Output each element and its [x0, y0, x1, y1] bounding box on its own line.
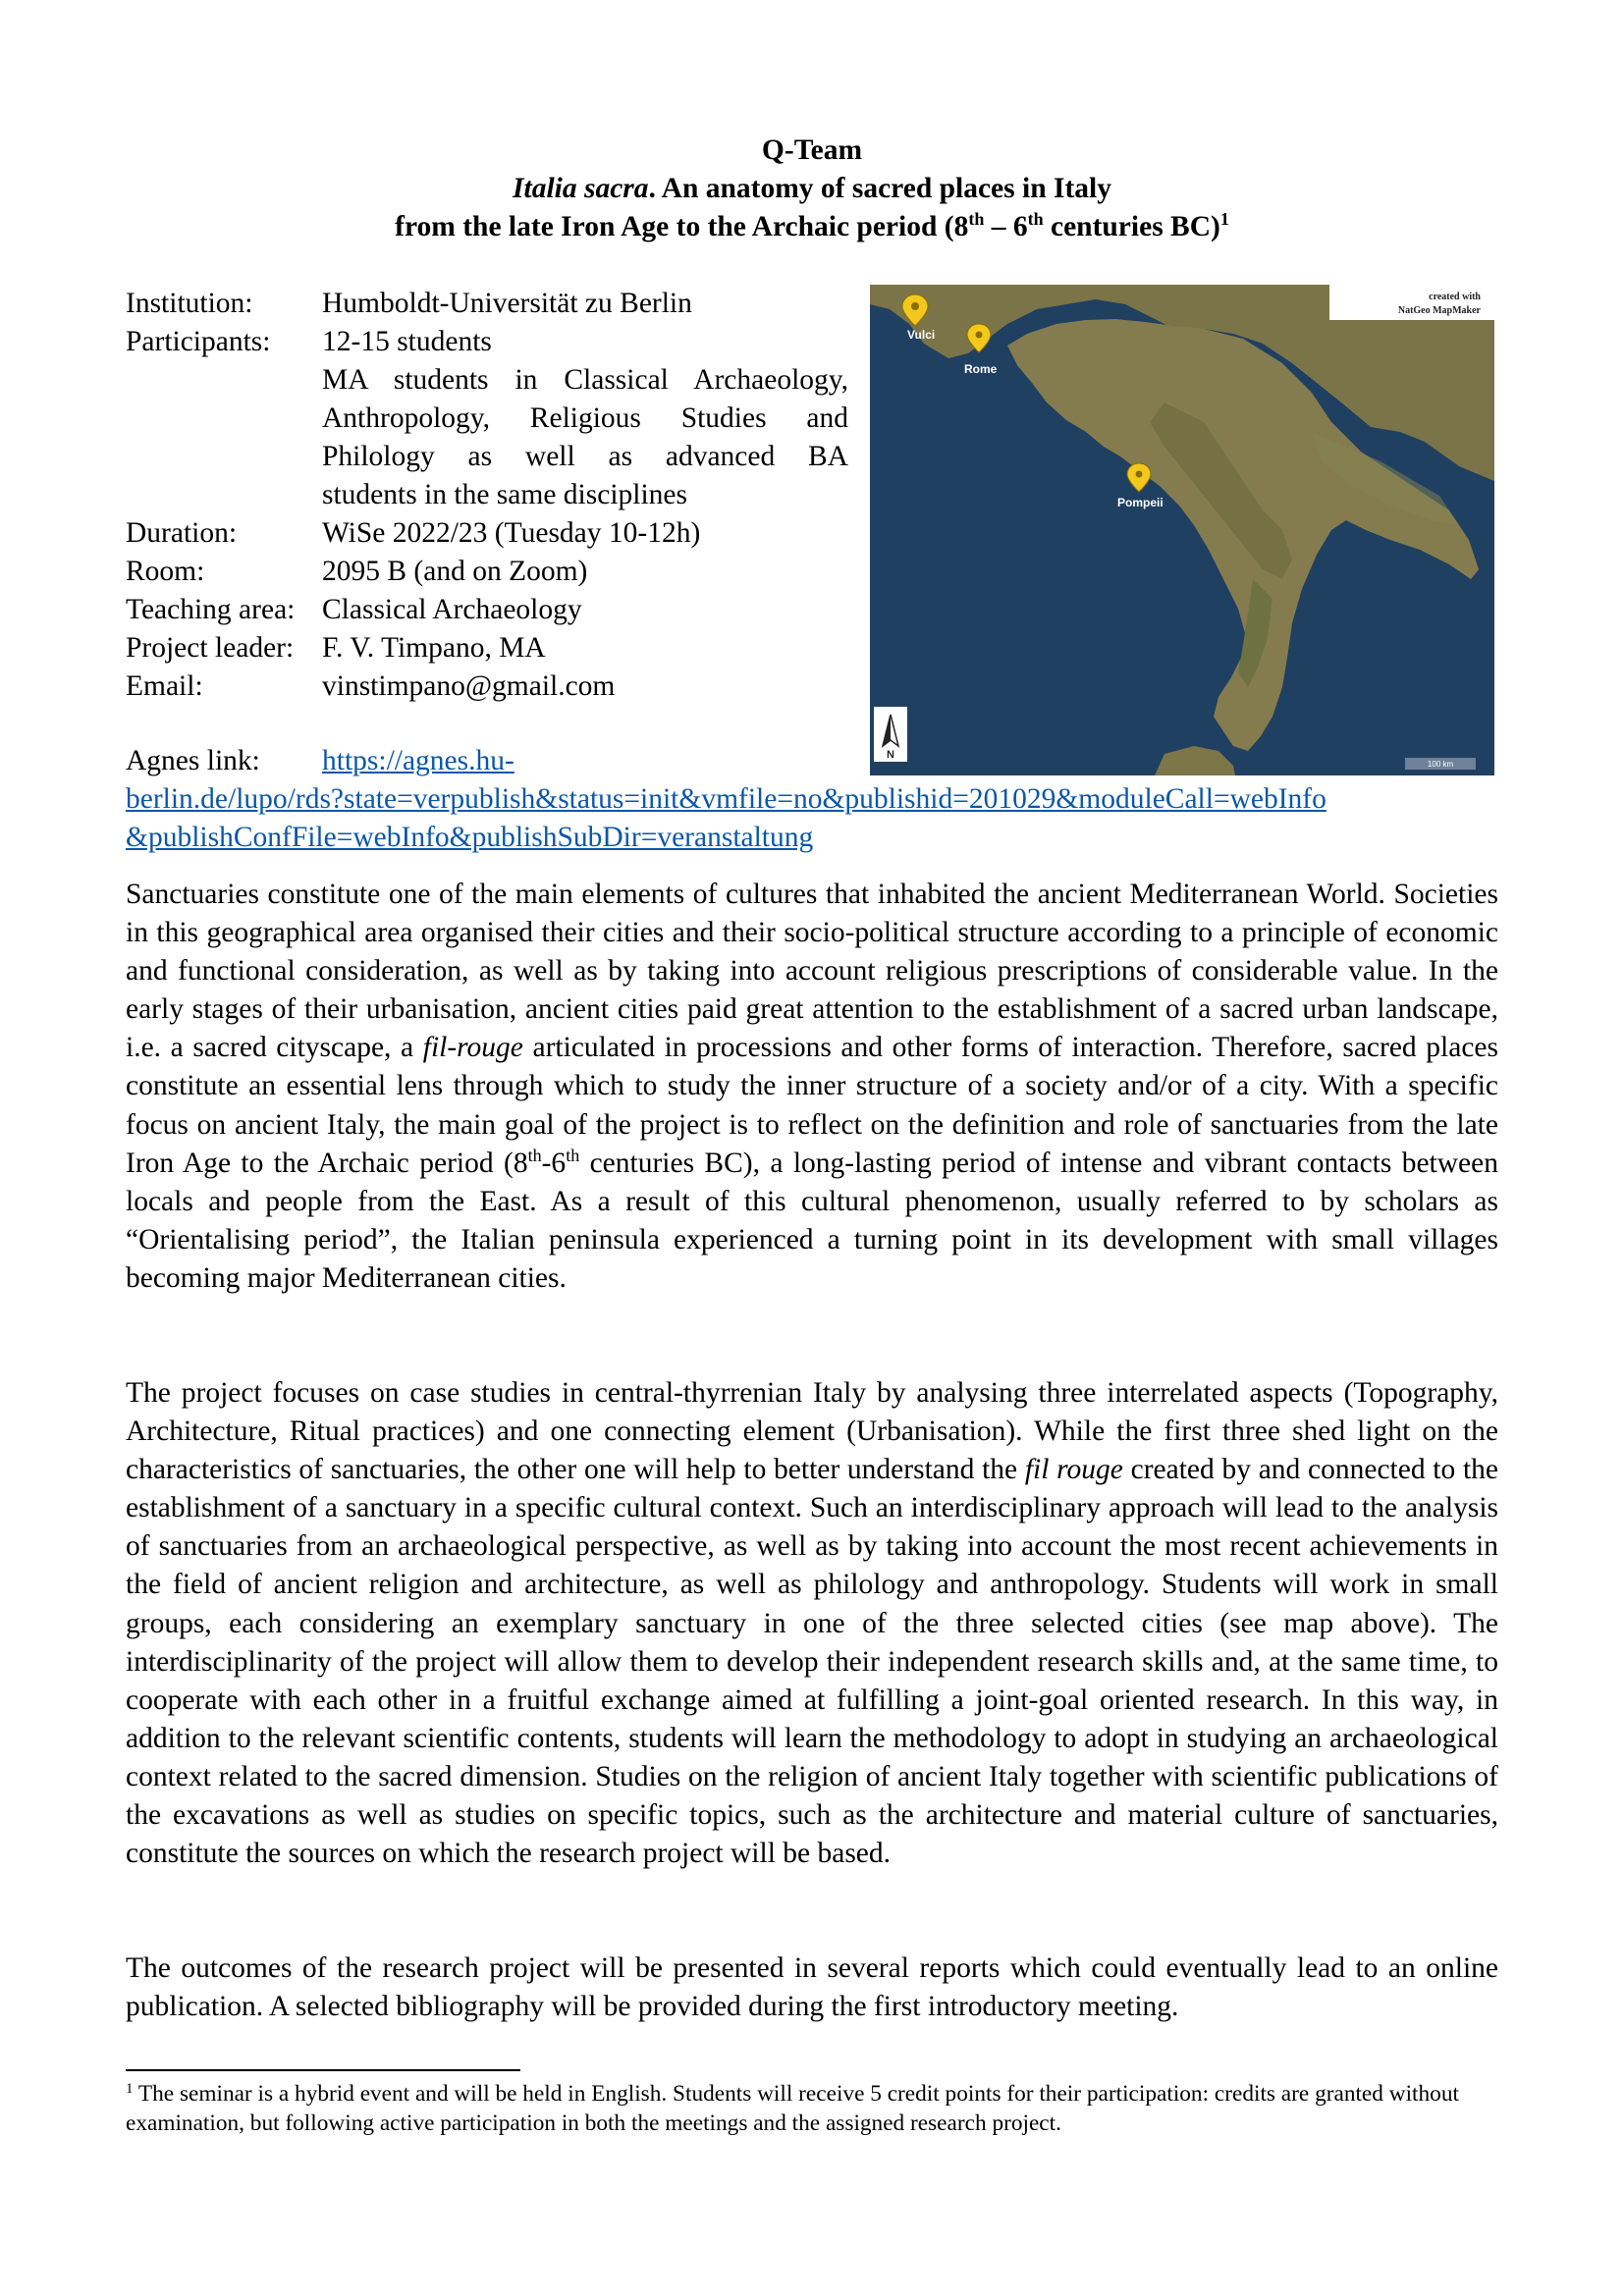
agnes-link-part-1[interactable]: https://agnes.hu-: [322, 745, 514, 776]
agnes-label: Agnes link:: [126, 745, 260, 776]
italy-map: [870, 285, 1494, 775]
title-line-1: Q-Team: [761, 134, 863, 166]
info-row-teaching-area: Teaching area: Classical Archaeology: [126, 594, 582, 625]
info-row-project-leader: Project leader: F. V. Timpano, MA: [126, 632, 546, 664]
document-title: [128, 132, 1496, 246]
course-info: [126, 285, 848, 706]
info-row-duration: Duration: WiSe 2022/23 (Tuesday 10-12h): [126, 517, 701, 549]
north-arrow-label: N: [887, 749, 894, 761]
map-label-rome: Rome: [964, 362, 998, 376]
paragraph-1: Sanctuaries constitute one of the main elements of cultures that inhabited the ancient Mediterranean World. Societies in this geographical area organised their cities and their socio-political structure according to a principle of economic and functional consideration, as well as by taking into account religious prescriptions of considerable value. In the early stages of their urbanisation, ancient cities paid great attention to the establishment of a sacred urban landscape, i.e. a sacred cityscape, a fil-rouge articulated in processions and other forms of interaction. Therefore, sacred places constitute an essential lens through which to study the inner structure of a society and/or of a city. With a specific focus on ancient Italy, the main goal of the project is to reflect on the definition and role of sanctuaries from the late Iron Age to the Archaic period (8th-6th centuries BC), a long-lasting period of intense and vibrant contacts between locals and people from the East. As a result of this cultural phenomenon, usually referred to by scholars as “Orientalising period”, the Italian peninsula experienced a turning point in its development with small villages becoming major Mediterranean cities.: [126, 879, 1498, 1294]
footnote-divider: [126, 2069, 520, 2071]
agnes-link-block: [126, 742, 1500, 857]
agnes-link-part-2[interactable]: berlin.de/lupo/rds?state=verpublish&status=init&vmfile=no&publishid=201029&moduleCall=webInfo: [126, 783, 1326, 815]
info-row-participants: Participants: 12-15 students MA students in Classical Archaeology, Anthropology, Religious Studies and Philology as well as advanced BA students in the same disciplines: [126, 326, 848, 510]
title-italic: Italia sacra: [513, 173, 649, 204]
map-label-pompeii: Pompeii: [1117, 496, 1164, 509]
info-row-email: Email: vinstimpano@gmail.com: [126, 667, 848, 706]
footnote: $^1$ The seminar is a hybrid event and will be held in English. Students will receive 5 credit points for their participation: credits are granted without examination, but following active participation in both the meetings and the assigned research project.: [126, 2081, 1459, 2136]
title-line-3: from the late Iron Age to the Archaic period (8th – 6th centuries BC)$^1$: [395, 209, 1229, 242]
footnote-reference[interactable]: 1: [1219, 209, 1229, 229]
map-scale-label: 100 km: [1427, 760, 1454, 769]
paragraph-3: The outcomes of the research project will be presented in several reports which could eventually lead to an online publication. A selected bibliography will be provided during the first introductory meeting.: [126, 1952, 1498, 2023]
map-credit-line-1: created with: [1429, 292, 1481, 302]
paragraph-2: The project focuses on case studies in central-thyrrenian Italy by analysing three interrelated aspects (Topography, Architecture, Ritual practices) and one connecting element (Urbanisation). While the first three shed light on the characteristics of sanctuaries, the other one will help to better understand the fil rouge created by and connected to the establishment of a sanctuary in a specific cultural context. Such an interdisciplinary approach will lead to the analysis of sanctuaries from an archaeological perspective, as well as by taking into account the most recent achievements in the field of ancient religion and architecture, as well as philology and anthropology. Students will work in small groups, each considering an exemplary sanctuary in one of the three selected cities (see map above). The interdisciplinarity of the project will allow them to develop their independent research skills and, at the same time, to cooperate with each other in a fruitful exchange aimed at fulfilling a joint-goal oriented research. In this way, in addition to the relevant scientific contents, students will learn the methodology to adopt in studying an archaeological context related to the sacred dimension. Studies on the religion of ancient Italy together with scientific publications of the excavations as well as studies on specific topics, such as the architecture and material culture of sanctuaries, constitute the sources on which the research project will be based.: [126, 1377, 1498, 1870]
map-label-vulci: Vulci: [907, 328, 936, 342]
title-line-2: Italia sacra. An anatomy of sacred places in Italy: [513, 173, 1111, 204]
info-row-room: Room: 2095 B (and on Zoom): [126, 556, 588, 587]
agnes-link-part-3[interactable]: &publishConfFile=webInfo&publishSubDir=veranstaltung: [126, 822, 814, 853]
map-credit-line-2: NatGeo MapMaker: [1397, 305, 1481, 316]
info-row-institution: Institution: Humboldt-Universität zu Berlin: [126, 288, 692, 319]
footnote-marker: 1: [126, 2081, 134, 2097]
email-address: vinstimpano@gmail.com: [322, 670, 616, 702]
